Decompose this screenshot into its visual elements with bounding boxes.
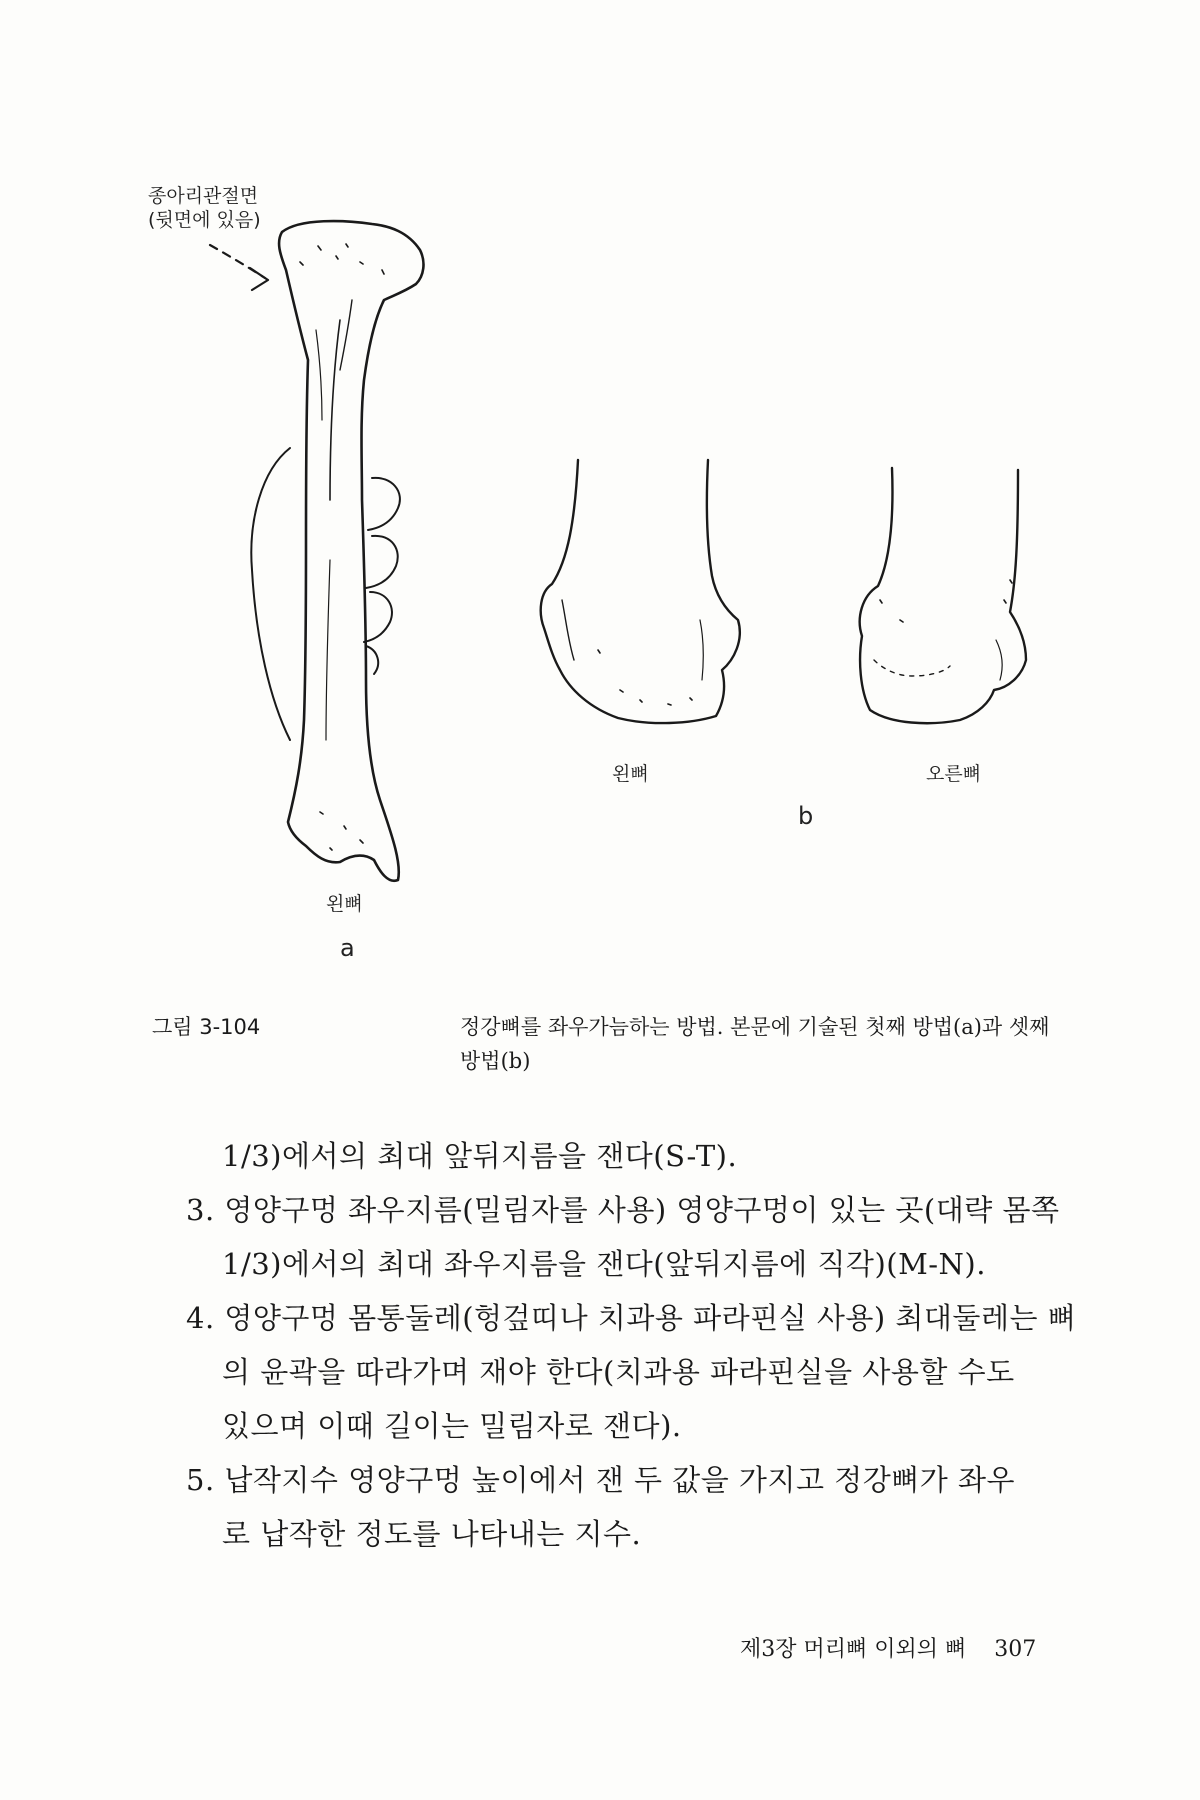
caption-line-2: 방법(b)	[460, 1049, 531, 1073]
panel-b-right-label: 오른뼈	[926, 763, 982, 785]
panel-b-left-label: 왼뼈	[612, 763, 649, 785]
tibia-distal-left	[541, 460, 740, 723]
caption-number: 그림 3-104	[152, 1015, 261, 1039]
tibia-distal-right	[860, 468, 1026, 723]
caption-line-1: 정강뼈를 좌우가늠하는 방법. 본문에 기술된 첫째 방법(a)과 셋째	[460, 1015, 1050, 1039]
hand-outline	[251, 448, 290, 740]
tibia-figure-drawing	[0, 150, 1200, 910]
body-line-1: 1/3)에서의 최대 앞뒤지름을 잰다(S-T).	[222, 1139, 738, 1173]
body-line-3: 1/3)에서의 최대 좌우지름을 잰다(앞뒤지름에 직각)(M-N).	[222, 1247, 986, 1281]
body-line-7: 5. 납작지수 영양구멍 높이에서 잰 두 값을 가지고 정강뼈가 좌우	[186, 1463, 1015, 1497]
annotation-label	[148, 184, 261, 232]
body-line-6: 있으며 이때 길이는 밀림자로 잰다).	[222, 1409, 682, 1443]
body-line-8: 로 납작한 정도를 나타내는 지수.	[222, 1517, 642, 1551]
caption-text	[460, 1010, 1200, 1078]
figure-caption	[152, 1010, 1072, 1090]
body-line-4: 4. 영양구멍 몸통둘레(헝겊띠나 치과용 파라핀실 사용) 최대둘레는 뼈	[186, 1301, 1077, 1335]
tibia-left-bone	[279, 221, 423, 881]
page-number: 307	[994, 1637, 1037, 1662]
page-footer	[740, 1632, 1036, 1663]
body-line-5: 의 윤곽을 따라가며 재야 한다(치과용 파라핀실을 사용할 수도	[222, 1355, 1015, 1389]
panel-a-bone-label: 왼뼈	[326, 893, 363, 915]
panel-a-letter: a	[340, 934, 355, 962]
annotation-line-1: 종아리관절면	[148, 185, 259, 207]
chapter-title: 제3장 머리뼈 이외의 뼈	[740, 1637, 967, 1662]
annotation-line-2: (뒷면에 있음)	[148, 209, 261, 231]
body-line-2: 3. 영양구멍 좌우지름(밀림자를 사용) 영양구멍이 있는 곳(대략 몸쪽	[186, 1193, 1060, 1227]
panel-b-letter: b	[798, 802, 814, 830]
